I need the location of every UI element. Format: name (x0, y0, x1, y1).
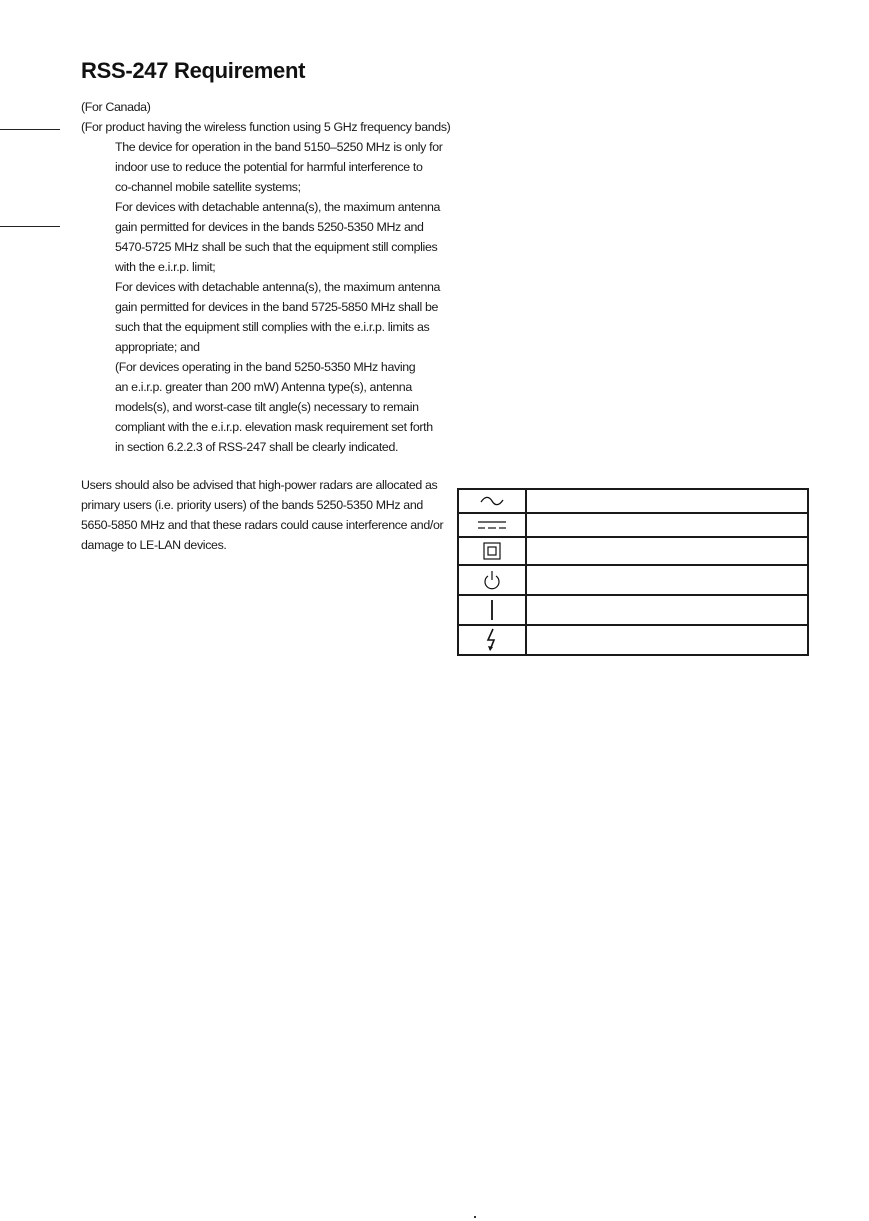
requirement-line: The device for operation in the band 5150–5250 MHz is only for (115, 140, 443, 154)
symbol-cell (458, 565, 526, 595)
symbol-description (526, 625, 808, 655)
symbol-row (458, 537, 808, 565)
symbol-cell (458, 513, 526, 537)
symbol-description (526, 489, 808, 513)
page-mark (474, 1216, 476, 1218)
requirement-line: gain permitted for devices in the band 5725-5850 MHz shall be (115, 300, 439, 314)
requirement-line: indoor use to reduce the potential for harmful interference to (115, 160, 423, 174)
rss-247-section (81, 58, 451, 555)
symbol-cell (458, 625, 526, 655)
standby-power-icon (483, 570, 501, 590)
requirement-item (115, 277, 441, 357)
margin-rule (0, 129, 60, 130)
symbol-row (458, 489, 808, 513)
requirement-item (115, 137, 443, 197)
notice-line: primary users (i.e. priority users) of the bands 5250-5350 MHz and (81, 498, 423, 512)
requirement-line: such that the equipment still complies with the e.i.r.p. limits as (115, 320, 430, 334)
requirement-list (115, 137, 443, 457)
symbol-cell (458, 489, 526, 513)
requirement-line: models(s), and worst-case tilt angle(s) necessary to remain (115, 400, 419, 414)
requirement-line: gain permitted for devices in the bands 5250-5350 MHz and (115, 220, 424, 234)
requirement-line: co-channel mobile satellite systems; (115, 180, 301, 194)
power-on-icon (489, 599, 495, 621)
symbol-cell (458, 537, 526, 565)
requirement-item (115, 357, 433, 457)
symbol-cell (458, 595, 526, 625)
symbol-description (526, 513, 808, 537)
intro-line: (For Canada) (81, 100, 151, 114)
requirement-item (115, 197, 441, 277)
symbol-row (458, 595, 808, 625)
notice-line: 5650-5850 MHz and that these radars could cause interference and/or (81, 518, 444, 532)
requirement-line: For devices with detachable antenna(s), the maximum antenna (115, 200, 441, 214)
requirement-line: For devices with detachable antenna(s), the maximum antenna (115, 280, 441, 294)
requirement-line: appropriate; and (115, 340, 200, 354)
class-ii-double-insulation-icon (483, 542, 501, 560)
notice-line: damage to LE-LAN devices. (81, 538, 227, 552)
symbol-description (526, 595, 808, 625)
symbol-row (458, 625, 808, 655)
requirement-line: (For devices operating in the band 5250-5350 MHz having (115, 360, 416, 374)
direct-current-icon (477, 519, 507, 531)
intro-block (81, 97, 451, 137)
symbol-description (526, 537, 808, 565)
requirement-line: compliant with the e.i.r.p. elevation mask requirement set forth (115, 420, 433, 434)
symbol-description (526, 565, 808, 595)
symbol-row (458, 513, 808, 537)
alternating-current-icon (479, 495, 505, 507)
symbol-row (458, 565, 808, 595)
radar-notice (81, 475, 444, 555)
requirement-line: with the e.i.r.p. limit; (115, 260, 216, 274)
requirement-line: in section 6.2.2.3 of RSS-247 shall be clearly indicated. (115, 440, 399, 454)
requirement-line: an e.i.r.p. greater than 200 mW) Antenna type(s), antenna (115, 380, 412, 394)
section-heading: RSS-247 Requirement (81, 58, 306, 83)
hazardous-voltage-icon (485, 628, 499, 652)
margin-rule (0, 226, 60, 227)
symbol-table (457, 488, 809, 656)
notice-line: Users should also be advised that high-power radars are allocated as (81, 478, 438, 492)
requirement-line: 5470-5725 MHz shall be such that the equipment still complies (115, 240, 438, 254)
intro-line: (For product having the wireless function using 5 GHz frequency bands) (81, 120, 451, 134)
